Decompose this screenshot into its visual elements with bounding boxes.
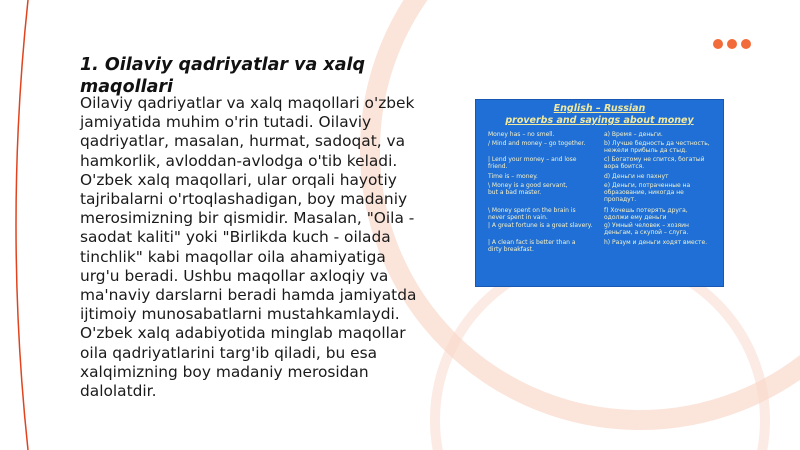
left-proverb-item: | A great fortune is a great slavery. [488, 222, 593, 229]
right-proverb-item: f) Хочешь потерять друга, одолжи ему деньги [604, 207, 688, 221]
right-proverb-item: a) Время – деньги. [604, 131, 663, 138]
left-proverb-item: \ Money is a good servant, but a bad master. [488, 182, 568, 196]
dot-icon [713, 39, 723, 49]
right-proverb-item: b) Лучше бедность да честность, нежели прибыль да стыд. [604, 140, 710, 154]
slide-body-text: Oilaviy qadriyatlar va xalq maqollari o'zbek jamiyatida muhim o'rin tutadi. Oilaviy qadriyatlar, masalan, hurmat, sadoqat, va hamkorlik, avloddan-avlodga o'tib keladi. O'zbek xalq maqollari, ular orqali hayotiy tajribalarni o'rtoqlashadigan, boy madaniy merosimizning bir qismidir. Masalan, "Oila - saodat kaliti" yoki "Birlikda kuch - oilada tinchlik" kabi maqollar oila ahamiyatiga urg'u beradi. Ushbu maqollar axloqiy va ma'naviy darslarni beradi hamda jamiyatda ijtimoiy munosabatlarni mustahkamlaydi. O'zbek xalq adabiyotida minglab maqollar oila qadriyatlarini targ'ib qiladi, bu esa xalqimizning boy madaniy merosidan dalolatdir. [80, 94, 417, 401]
image-title-line2: proverbs and sayings about money [505, 115, 694, 126]
proverbs-image-title [476, 103, 723, 127]
left-proverb-item: | Lend your money – and lose friend. [488, 156, 577, 170]
proverbs-image [475, 99, 724, 287]
left-proverb-item: Time is – money. [488, 173, 538, 180]
dot-icon [727, 39, 737, 49]
slide-title: 1. Oilaviy qadriyatlar va xalq maqollari [80, 55, 366, 97]
right-proverb-item: c) Богатому не спится, богатый вора боится. [604, 156, 705, 170]
right-proverb-item: h) Разум и деньги ходят вместе. [604, 239, 708, 246]
left-proverb-item: Money has – no smell. [488, 131, 555, 138]
left-proverb-item: | A clean fact is better than a dirty breakfast. [488, 239, 576, 253]
image-title-line1: English – Russian [553, 103, 646, 114]
right-proverb-item: e) Деньги, потраченные на образование, никогда не пропадут. [604, 182, 691, 203]
dot-icon [741, 39, 751, 49]
left-proverb-item: \ Money spent on the brain is never spent in vain. [488, 207, 576, 221]
right-proverb-item: d) Деньги не пахнут [604, 173, 669, 180]
left-proverb-item: / Mind and money – go together. [488, 140, 586, 147]
more-options-dots-icon [713, 39, 751, 49]
right-proverb-item: g) Умный человек – хозяин деньгам, а скупой – слуга. [604, 222, 689, 236]
